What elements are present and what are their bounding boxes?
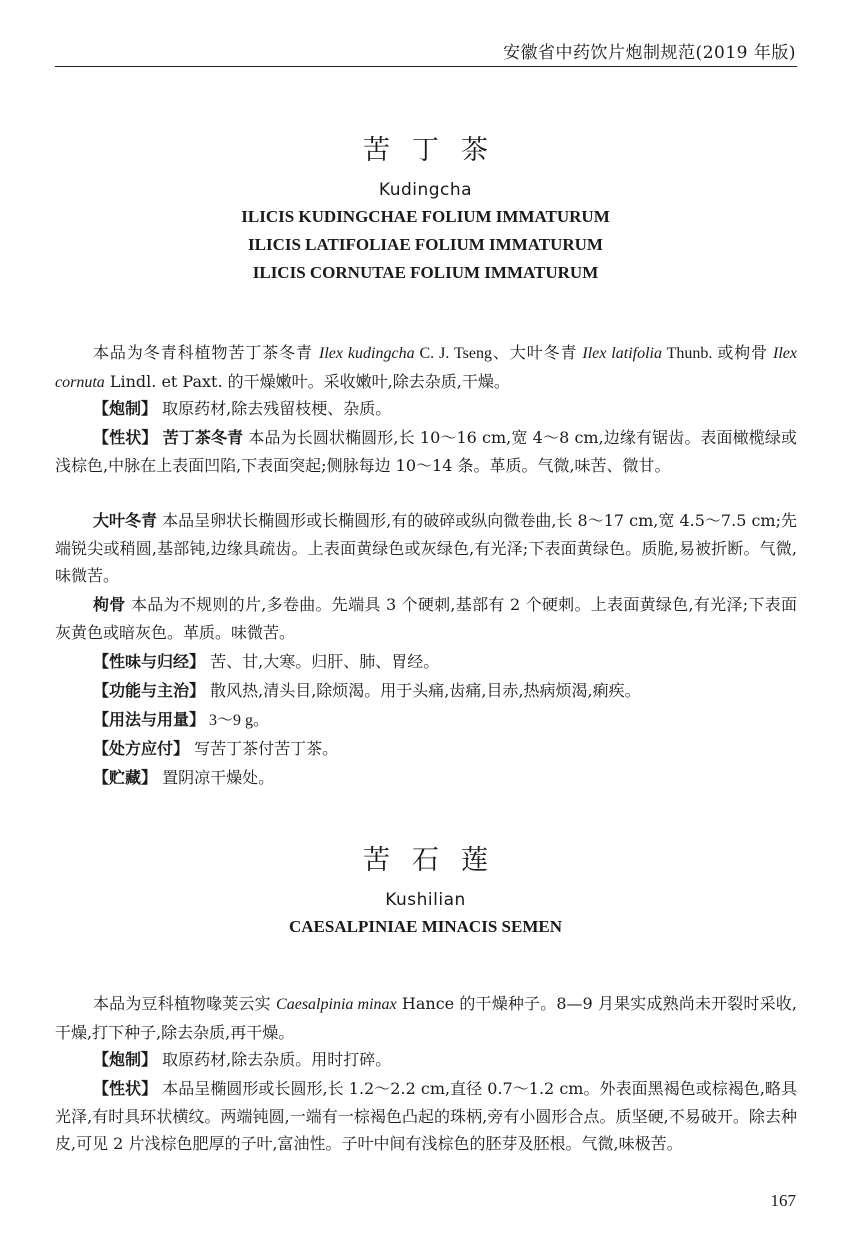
section-label: 【炮制】 bbox=[93, 1050, 158, 1069]
entry-pinyin: Kushilian bbox=[385, 890, 466, 910]
entry-title-kushilian: 苦石莲 bbox=[363, 845, 510, 876]
description-subsection: 大叶冬青 本品呈卵状长椭圆形或长椭圆形,有的破碎或纵向微卷曲,长 8～17 cm,宽 4.5～7.5 cm;先端锐尖或稍圆,基部钝,边缘具疏齿。上表面黄绿色或灰绿色,有光泽;下表面黄绿色。质脆,易被折断。气微,味微苦。 bbox=[55, 511, 797, 585]
latin-name: ILICIS LATIFOLIAE FOLIUM IMMATURUM bbox=[248, 235, 603, 254]
prescription-section: 【处方应付】 写苦丁茶付苦丁茶。 bbox=[93, 739, 339, 758]
description-subsection: 枸骨 本品为不规则的片,多卷曲。先端具 3 个硬刺,基部有 2 个硬刺。上表面黄绿色,有光泽;下表面灰黄色或暗灰色。革质。味微苦。 bbox=[55, 595, 797, 642]
nature-section: 【性味与归经】 苦、甘,大寒。归肝、肺、胃经。 bbox=[93, 652, 440, 671]
running-header: 安徽省中药饮片炮制规范(2019 年版) bbox=[503, 43, 796, 63]
entry-title-kudingcha: 苦丁茶 bbox=[363, 135, 510, 166]
source-paragraph: 本品为冬青科植物苦丁茶冬青 Ilex kudingcha C. J. Tseng、大叶冬青 Ilex latifolia Thunb. 或枸骨 Ilex cornuta Lindl. et Paxt. 的干燥嫩叶。采收嫩叶,除去杂质,干燥。 bbox=[55, 343, 797, 391]
latin-name: CAESALPINIAE MINACIS SEMEN bbox=[289, 917, 562, 936]
latin-name: ILICIS CORNUTAE FOLIUM IMMATURUM bbox=[252, 263, 599, 282]
species-name: Ilex latifolia bbox=[582, 345, 662, 362]
section-label: 【性状】 bbox=[93, 1079, 158, 1098]
species-name: Caesalpinia minax bbox=[276, 996, 397, 1013]
dosage-section: 【用法与用量】 3～9 g。 bbox=[93, 710, 270, 729]
functions-section: 【功能与主治】 散风热,清头目,除烦渴。用于头痛,齿痛,目赤,热病烦渴,痢疾。 bbox=[93, 681, 641, 700]
section-label: 【贮藏】 bbox=[93, 768, 158, 787]
section-label: 【处方应付】 bbox=[93, 739, 190, 758]
description-section: 【性状】 苦丁茶冬青 本品为长圆状椭圆形,长 10～16 cm,宽 4～8 cm,边缘有锯齿。表面橄榄绿或浅棕色,中脉在上表面凹陷,下表面突起;侧脉每边 10～14 条。革质。气微,味苦、微甘。 bbox=[55, 428, 797, 475]
entry-pinyin: Kudingcha bbox=[378, 180, 473, 200]
subspecies-label: 大叶冬青 bbox=[93, 511, 158, 530]
page-number: 167 bbox=[770, 1191, 796, 1210]
section-label: 【性味与归经】 bbox=[93, 652, 206, 671]
subspecies-label: 苦丁茶冬青 bbox=[162, 428, 244, 447]
header-rule bbox=[55, 66, 797, 67]
description-section: 【性状】 本品呈椭圆形或长圆形,长 1.2～2.2 cm,直径 0.7～1.2 cm。外表面黑褐色或棕褐色,略具光泽,有时具环状横纹。两端钝圆,一端有一棕褐色凸起的珠柄,旁有小圆形合点。质坚硬,不易破开。除去种皮,可见 2 片浅棕色肥厚的子叶,富油性。子叶中间有浅棕色的胚芽及胚根。气微,味极苦。 bbox=[55, 1079, 797, 1153]
section-label: 【用法与用量】 bbox=[93, 710, 206, 729]
species-name: Ilex cornuta bbox=[55, 345, 797, 391]
processing-section: 【炮制】 取原药材,除去杂质。用时打碎。 bbox=[93, 1050, 392, 1069]
storage-section: 【贮藏】 置阴凉干燥处。 bbox=[93, 768, 275, 787]
latin-name: ILICIS KUDINGCHAE FOLIUM IMMATURUM bbox=[241, 207, 610, 226]
species-name: Ilex kudingcha bbox=[319, 345, 415, 362]
section-label: 【炮制】 bbox=[93, 399, 158, 418]
processing-section: 【炮制】 取原药材,除去残留枝梗、杂质。 bbox=[93, 399, 392, 418]
section-label: 【性状】 bbox=[93, 428, 158, 447]
subspecies-label: 枸骨 bbox=[93, 595, 126, 614]
source-paragraph: 本品为豆科植物喙荚云实 Caesalpinia minax Hance 的干燥种子。8—9 月果实成熟尚未开裂时采收,干燥,打下种子,除去杂质,再干燥。 bbox=[55, 994, 798, 1042]
section-label: 【功能与主治】 bbox=[93, 681, 206, 700]
